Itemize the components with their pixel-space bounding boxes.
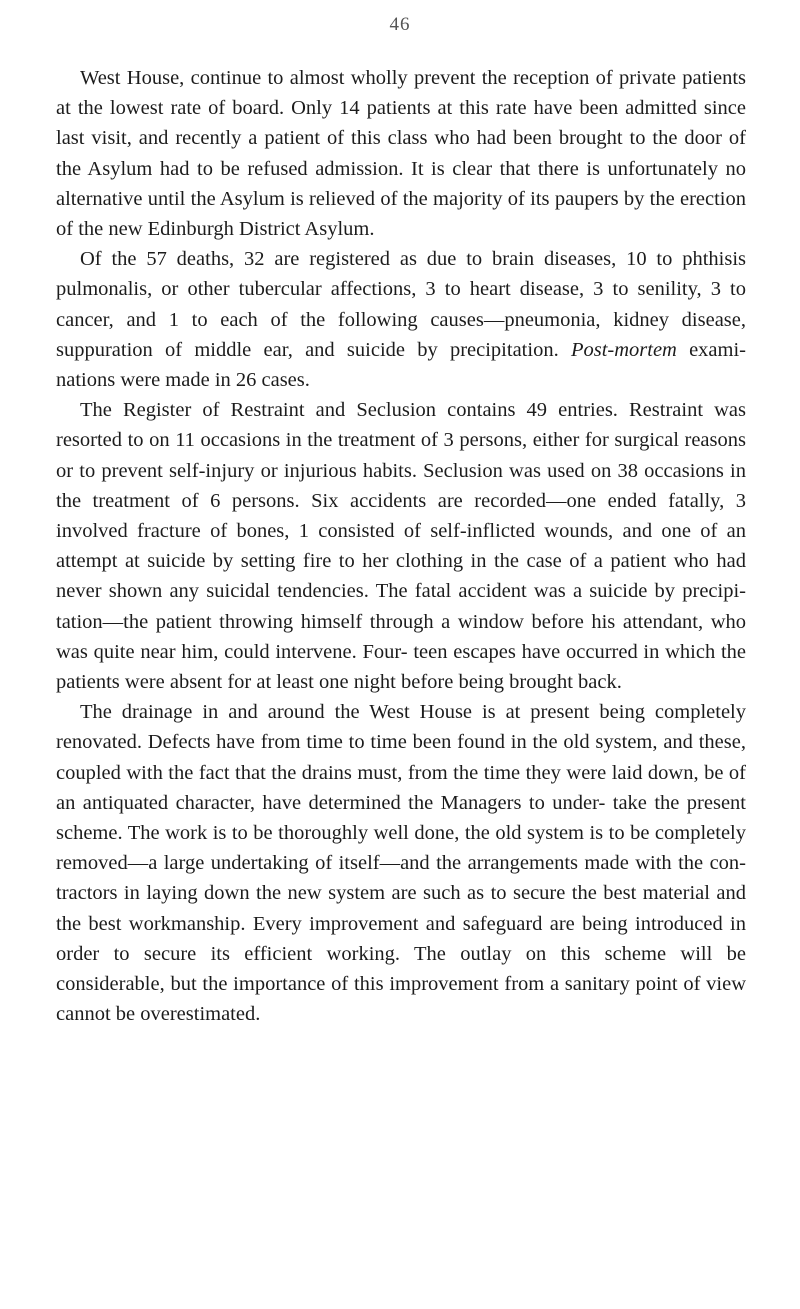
page-number: 46	[389, 14, 411, 35]
paragraph-restraint-seclusion: The Register of Restraint and Seclusion contains 49 entries. Restraint was resorted to on 11 occasions in the treatment of 3 persons, either for surgical reasons or to prevent self-injury or injurious habits. Seclusion was used on 38 occasions in the treatment of 6 persons. Six accidents are recorded—one ended fatally, 3 involved fracture of bones, 1 consisted of self-inflicted wounds, and one of an attempt at suicide by setting fire to her clothing in the case of a patient who had never shown any suicidal tendencies. The fatal accident was a suicide by precipi- tation—the patient throwing himself through a window before his attendant, who was quite near him, could intervene. Four- teen escapes have occurred in which the patients were absent for at least one night before being brought back.	[56, 399, 746, 694]
post-mortem-emphasis: Post-mortem	[570, 338, 677, 361]
paragraph-deaths-text-end: exami- nations were made in 26 cases.	[56, 338, 746, 392]
paragraph-drainage: The drainage in and around the West House is at present being completely renovated. Defects have from time to time been found in the old system, and these, coupled with the fact that the drains must, from the time they were laid down, be of an antiquated character, have determined the Managers to under- take the present scheme. The work is to be thoroughly well done, the old system is to be completely removed—a large undertaking of itself—and the arrangements made with the con- tractors in laying down the new system are such as to secure the best material and the best workmanship. Every improvement and safeguard are being introduced in order to secure its efficient working. The outlay on this scheme will be considerable, but the importance of this improvement from a sanitary point of view cannot be overestimated.	[56, 701, 746, 1026]
paragraph-admissions: West House, continue to almost wholly prevent the reception of private patients at the lowest rate of board. Only 14 patients at this rate have been admitted since last visit, and recently a patient of this class who had been brought to the door of the Asylum had to be refused admission. It is clear that there is unfortunately no alternative until the Asylum is relieved of the majority of its paupers by the erection of the new Edinburgh District Asylum.	[56, 67, 746, 241]
paragraph-deaths	[56, 244, 746, 395]
paragraph-deaths-text: Of the 57 deaths, 32 are registered as due to brain diseases, 10 to phthisis pulmonalis, or other tubercular affections, 3 to heart disease, 3 to senility, 3 to cancer, and 1 to each of the following causes—pneumonia, kidney disease, suppuration of middle ear, and suicide by precipitation.	[56, 248, 746, 361]
document-body	[56, 63, 746, 1030]
